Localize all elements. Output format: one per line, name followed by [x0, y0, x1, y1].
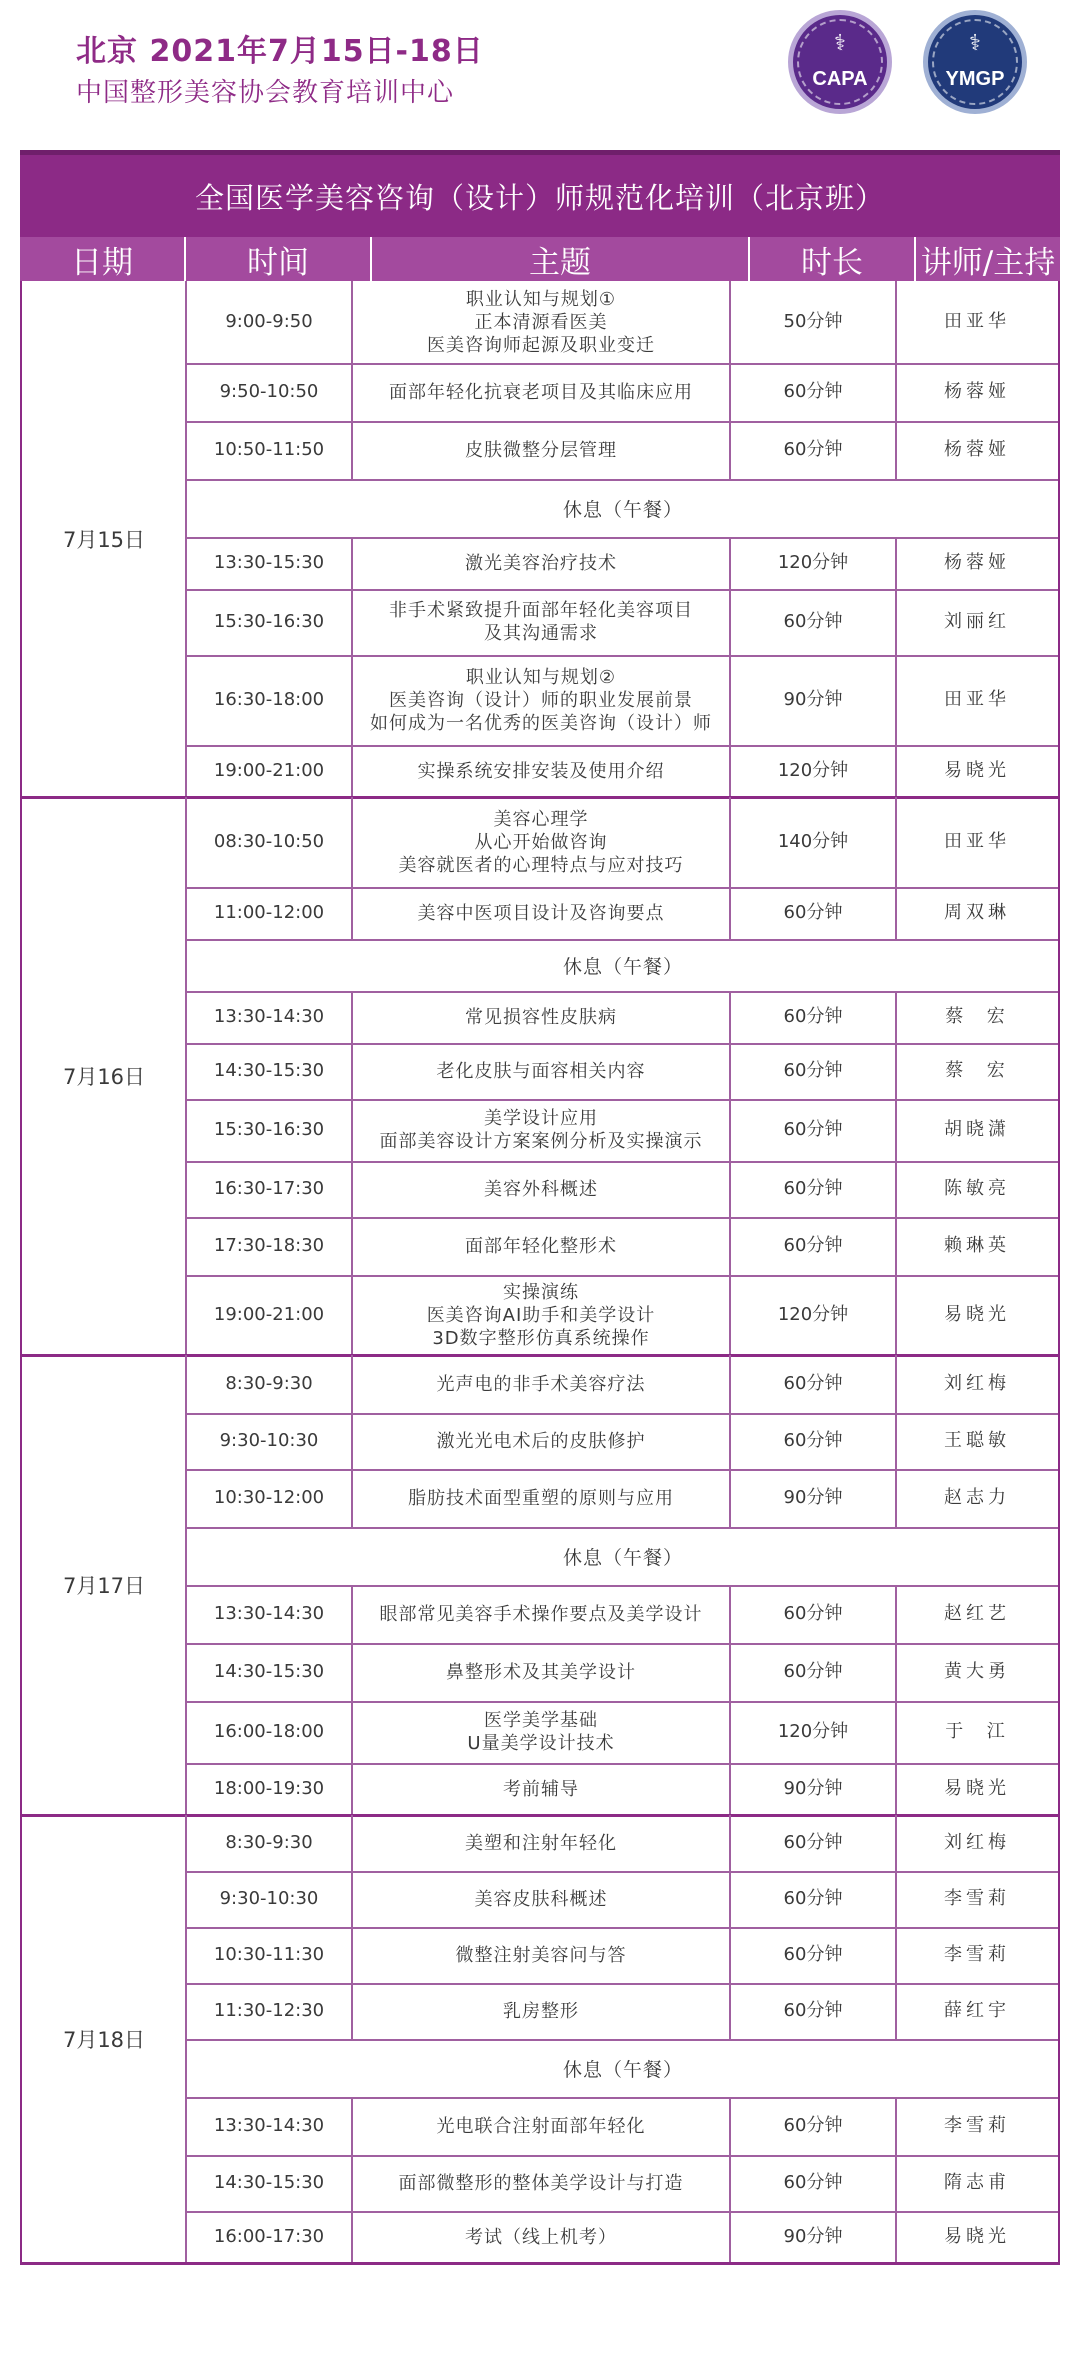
session-duration: 90分钟 [783, 2226, 843, 2247]
session-time: 14:30-15:30 [213, 2172, 325, 2193]
session-time: 17:30-18:30 [213, 1235, 325, 1256]
session-lecturer: 杨蓉娅 [944, 381, 1010, 402]
session-topic: 非手术紧致提升面部年轻化美容项目 及其沟通需求 [389, 600, 693, 644]
session-topic: 考试（线上机考） [465, 2226, 617, 2248]
session-duration: 120分钟 [777, 1721, 849, 1742]
session-lecturer: 蔡 宏 [945, 1006, 1009, 1027]
session-duration: 60分钟 [783, 1430, 843, 1451]
session-duration: 60分钟 [783, 1119, 843, 1140]
ymgp-logo-text: YMGP [945, 67, 1005, 90]
session-time: 10:30-11:30 [213, 1944, 325, 1965]
day-date-label: 7月17日 [62, 1574, 146, 1598]
session-time: 15:30-16:30 [213, 611, 325, 632]
session-duration: 60分钟 [783, 1603, 843, 1624]
column-header-topic: 主题 [529, 244, 591, 281]
session-lecturer: 赵志力 [944, 1487, 1010, 1508]
session-time: 16:00-17:30 [213, 2226, 325, 2247]
session-topic: 常见损容性皮肤病 [465, 1006, 617, 1028]
session-lecturer: 陈敏亮 [944, 1178, 1010, 1199]
column-header-duration: 时长 [801, 244, 863, 281]
session-lecturer: 李雪莉 [944, 1888, 1010, 1909]
ymgp-logo [923, 10, 1027, 114]
session-topic: 面部微整形的整体美学设计与打造 [398, 2172, 684, 2194]
caduceus-icon: ⚕ [834, 30, 846, 56]
session-time: 9:30-10:30 [219, 1888, 319, 1909]
session-duration: 60分钟 [783, 902, 843, 923]
session-topic: 鼻整形术及其美学设计 [446, 1661, 636, 1683]
session-lecturer: 易晓光 [944, 760, 1010, 781]
organizer-name: 中国整形美容协会教育培训中心 [76, 78, 455, 108]
session-topic: 美容中医项目设计及咨询要点 [417, 902, 665, 924]
session-duration: 120分钟 [777, 760, 849, 781]
session-topic: 老化皮肤与面容相关内容 [436, 1060, 646, 1082]
schedule-title: 全国医学美容咨询（设计）师规范化培训（北京班） [20, 155, 1060, 237]
session-time: 10:50-11:50 [213, 439, 325, 460]
session-topic: 乳房整形 [503, 2000, 579, 2022]
session-time: 14:30-15:30 [213, 1661, 325, 1682]
session-time: 8:30-9:30 [225, 1832, 313, 1853]
session-time: 10:30-12:00 [213, 1487, 325, 1508]
day-date-label: 7月15日 [62, 528, 146, 552]
session-topic: 美塑和注射年轻化 [465, 1832, 617, 1854]
session-topic: 美学设计应用 面部美容设计方案案例分析及实操演示 [379, 1108, 703, 1152]
session-duration: 50分钟 [783, 311, 843, 332]
session-topic: 面部年轻化整形术 [465, 1235, 617, 1257]
session-lecturer: 王聪敏 [944, 1430, 1010, 1451]
capa-logo [788, 10, 892, 114]
session-time: 16:00-18:00 [213, 1721, 325, 1742]
lunch-break-row: 休息（午餐） [562, 955, 683, 978]
session-duration: 60分钟 [783, 1832, 843, 1853]
session-lecturer: 蔡 宏 [945, 1060, 1009, 1081]
session-topic: 实操系统安排安装及使用介绍 [417, 760, 665, 782]
session-lecturer: 李雪莉 [944, 2115, 1010, 2136]
column-header-date: 日期 [71, 244, 133, 281]
session-duration: 60分钟 [783, 1235, 843, 1256]
session-duration: 60分钟 [783, 2000, 843, 2021]
session-time: 19:00-21:00 [213, 1304, 325, 1325]
session-time: 11:30-12:30 [213, 2000, 325, 2021]
session-duration: 60分钟 [783, 439, 843, 460]
lunch-break-row: 休息（午餐） [562, 1546, 683, 1569]
session-time: 9:00-9:50 [225, 311, 313, 332]
session-duration: 60分钟 [783, 1178, 843, 1199]
session-topic: 微整注射美容问与答 [455, 1944, 627, 1966]
column-header-time: 时间 [247, 244, 309, 281]
session-topic: 眼部常见美容手术操作要点及美学设计 [379, 1603, 703, 1625]
session-topic: 光电联合注射面部年轻化 [436, 2115, 646, 2137]
session-topic: 激光美容治疗技术 [465, 552, 617, 574]
day-date-label: 7月18日 [62, 2028, 146, 2052]
session-time: 08:30-10:50 [213, 831, 325, 852]
session-time: 14:30-15:30 [213, 1060, 325, 1081]
table-bottom-border [20, 2262, 1060, 2265]
session-topic: 脂肪技术面型重塑的原则与应用 [408, 1487, 674, 1509]
caduceus-icon: ⚕ [969, 30, 981, 56]
session-time: 13:30-14:30 [213, 1006, 325, 1027]
session-topic: 职业认知与规划② 医美咨询（设计）师的职业发展前景 如何成为一名优秀的医美咨询（设计）师 [370, 666, 712, 734]
session-duration: 90分钟 [783, 1778, 843, 1799]
capa-logo-text: CAPA [812, 67, 868, 90]
session-lecturer: 赖琳英 [944, 1235, 1010, 1256]
session-time: 19:00-21:00 [213, 760, 325, 781]
session-duration: 60分钟 [783, 2115, 843, 2136]
session-lecturer: 李雪莉 [944, 1944, 1010, 1965]
session-duration: 60分钟 [783, 1006, 843, 1027]
session-duration: 60分钟 [783, 381, 843, 402]
session-topic: 职业认知与规划① 正本清源看医美 医美咨询师起源及职业变迁 [427, 288, 655, 356]
session-time: 13:30-14:30 [213, 2115, 325, 2136]
session-lecturer: 刘红梅 [944, 1373, 1010, 1394]
session-lecturer: 田亚华 [944, 311, 1010, 332]
session-duration: 60分钟 [783, 2172, 843, 2193]
session-topic: 实操演练 医美咨询AI助手和美学设计 3D数字整形仿真系统操作 [426, 1281, 656, 1349]
session-time: 8:30-9:30 [225, 1373, 313, 1394]
event-date-location: 北京 2021年7月15日-18日 [76, 34, 484, 69]
session-time: 9:30-10:30 [219, 1430, 319, 1451]
session-lecturer: 黄大勇 [944, 1661, 1010, 1682]
session-lecturer: 赵红艺 [944, 1603, 1010, 1624]
session-duration: 60分钟 [783, 1661, 843, 1682]
session-time: 15:30-16:30 [213, 1119, 325, 1140]
session-duration: 140分钟 [777, 831, 849, 852]
session-topic: 激光光电术后的皮肤修护 [436, 1430, 646, 1452]
session-time: 18:00-19:30 [213, 1778, 325, 1799]
session-time: 16:30-17:30 [213, 1178, 325, 1199]
session-lecturer: 薛红宇 [944, 2000, 1010, 2021]
table-right-border [1058, 281, 1060, 2263]
day-date-label: 7月16日 [62, 1065, 146, 1089]
session-topic: 光声电的非手术美容疗法 [436, 1373, 646, 1395]
session-topic: 考前辅导 [503, 1778, 579, 1800]
session-topic: 皮肤微整分层管理 [465, 439, 617, 461]
session-lecturer: 田亚华 [944, 831, 1010, 852]
session-lecturer: 杨蓉娅 [944, 552, 1010, 573]
session-lecturer: 周双琳 [944, 902, 1010, 923]
session-lecturer: 易晓光 [944, 1778, 1010, 1799]
session-time: 16:30-18:00 [213, 689, 325, 710]
session-lecturer: 胡晓潇 [944, 1119, 1010, 1140]
session-duration: 90分钟 [783, 689, 843, 710]
session-duration: 120分钟 [777, 552, 849, 573]
session-duration: 90分钟 [783, 1487, 843, 1508]
session-time: 9:50-10:50 [219, 381, 319, 402]
session-lecturer: 隋志甫 [944, 2172, 1010, 2193]
session-lecturer: 刘红梅 [944, 1832, 1010, 1853]
lunch-break-row: 休息（午餐） [562, 2058, 683, 2081]
session-duration: 60分钟 [783, 611, 843, 632]
session-duration: 60分钟 [783, 1944, 843, 1965]
session-time: 11:00-12:00 [213, 902, 325, 923]
session-lecturer: 易晓光 [944, 1304, 1010, 1325]
session-lecturer: 杨蓉娅 [944, 439, 1010, 460]
session-time: 13:30-15:30 [213, 552, 325, 573]
session-topic: 美容心理学 从心开始做咨询 美容就医者的心理特点与应对技巧 [398, 808, 684, 876]
session-topic: 面部年轻化抗衰老项目及其临床应用 [389, 381, 693, 403]
table-header-row [20, 237, 1060, 281]
session-time: 13:30-14:30 [213, 1603, 325, 1624]
session-lecturer: 田亚华 [944, 689, 1010, 710]
session-lecturer: 刘丽红 [944, 611, 1010, 632]
session-duration: 60分钟 [783, 1060, 843, 1081]
session-topic: 医学美学基础 U量美学设计技术 [467, 1710, 615, 1754]
session-lecturer: 于 江 [945, 1721, 1009, 1742]
column-header-lecturer: 讲师/主持 [920, 244, 1056, 281]
session-duration: 60分钟 [783, 1373, 843, 1394]
session-duration: 60分钟 [783, 1888, 843, 1909]
session-duration: 120分钟 [777, 1304, 849, 1325]
table-left-border [20, 281, 22, 2263]
session-lecturer: 易晓光 [944, 2226, 1010, 2247]
session-topic: 美容皮肤科概述 [474, 1888, 608, 1910]
session-topic: 美容外科概述 [484, 1178, 598, 1200]
lunch-break-row: 休息（午餐） [562, 498, 683, 521]
